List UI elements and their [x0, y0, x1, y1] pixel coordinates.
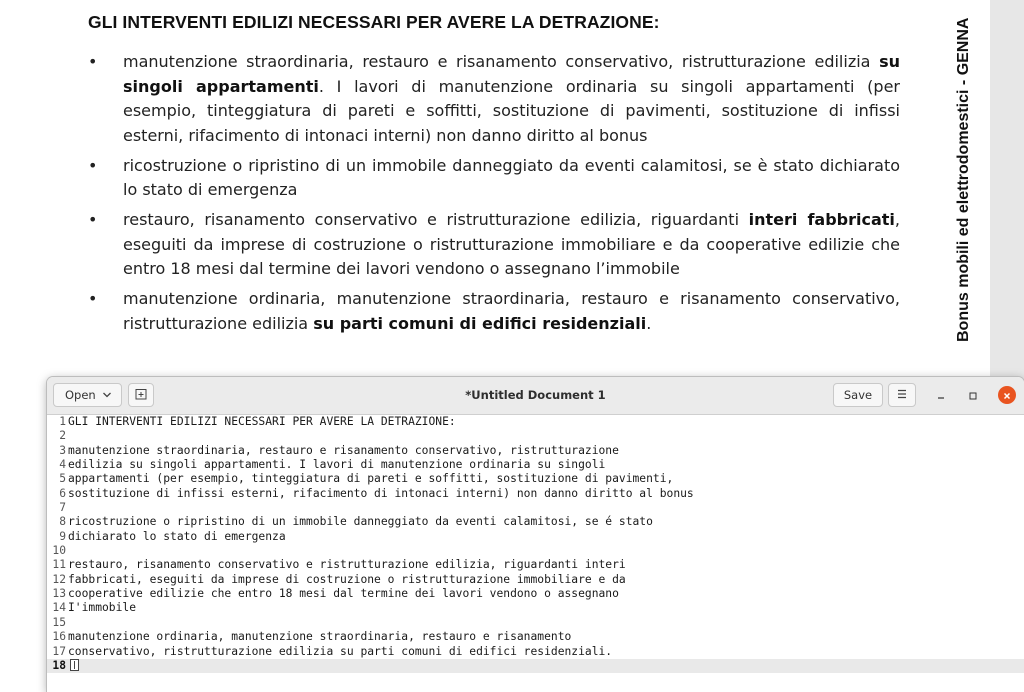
editor-line[interactable] — [47, 444, 1024, 458]
maximize-button[interactable] — [964, 386, 982, 404]
editor-line[interactable] — [47, 573, 1024, 587]
pdf-list-item: • restauro, risanamento conservativo e ristrutturazione edilizia, riguardanti interi fabbricati, eseguiti da imprese di costruzione o ristrutturazione immobiliare e da cooperative edilizie che entro 18 mesi dal termine dei lavori vendono o assegnano l’immobile — [88, 210, 900, 278]
line-number: 11 — [52, 558, 66, 572]
line-text: cooperative edilizie che entro 18 mesi dal termine dei lavori vendono o assegnano — [68, 587, 619, 601]
editor-line[interactable] — [47, 515, 1024, 529]
bullet-icon: • — [88, 52, 98, 71]
line-number: 12 — [52, 572, 66, 586]
line-text: appartamenti (per esempio, tinteggiatura di pareti e soffitti, sostituzione di pavimenti, — [68, 472, 674, 486]
line-number: 15 — [52, 615, 66, 629]
bullet-icon: • — [88, 155, 98, 175]
line-text: ricostruzione o ripristino di un immobile danneggiato da eventi calamitosi, se é stato — [68, 515, 653, 529]
line-text: edilizia su singoli appartamenti. I lavori di manutenzione ordinaria su singoli — [68, 458, 606, 472]
line-text: sostituzione di infissi esterni, rifacimento di intonaci interni) non danno diritto al bonus — [68, 486, 694, 500]
new-tab-icon — [135, 388, 147, 403]
editor-line[interactable] — [47, 659, 1024, 673]
editor-line[interactable] — [47, 530, 1024, 544]
bullet-icon: • — [88, 210, 98, 229]
editor-line[interactable] — [47, 415, 1024, 429]
pdf-list-item: • manutenzione straordinaria, restauro e risanamento conservativo, ristrutturazione edilizia su singoli appartamenti. I lavori di manutenzione ordinaria su singoli appartamenti (per esempio, tinteggiatura di pareti e soffitti, sostituzione di pavimenti, sostituzione di infissi esterni, rifacimento di intonaci interni) non danno diritto al bonus — [88, 52, 900, 145]
main-menu-button[interactable] — [888, 383, 916, 407]
line-text: manutenzione ordinaria, manutenzione straordinaria, restauro e risanamento — [68, 630, 572, 644]
line-text: fabbricati, eseguiti da imprese di costruzione o ristrutturazione immobiliare e da — [68, 572, 626, 586]
editor-line[interactable] — [47, 587, 1024, 601]
editor-line[interactable] — [47, 544, 1024, 558]
line-text: restauro, risanamento conservativo e ristrutturazione edilizia, riguardanti interi — [68, 558, 626, 572]
editor-line[interactable] — [47, 472, 1024, 486]
line-number: 13 — [52, 587, 66, 601]
line-number: 6 — [59, 486, 66, 500]
line-number: 9 — [59, 529, 66, 543]
editor-line[interactable] — [47, 616, 1024, 630]
line-number: 10 — [52, 544, 66, 558]
line-number: 14 — [52, 601, 66, 615]
editor-line[interactable] — [47, 601, 1024, 615]
line-text: manutenzione straordinaria, restauro e risanamento conservativo, ristrutturazione — [68, 443, 619, 457]
minimize-icon — [936, 386, 946, 405]
maximize-icon — [968, 386, 978, 405]
open-label: Open — [65, 388, 96, 402]
line-text: conservativo, ristrutturazione edilizia su parti comuni di edifici residenziali. — [68, 644, 613, 658]
editor-line[interactable] — [47, 429, 1024, 443]
line-number: 5 — [59, 472, 66, 486]
text-editor-window — [47, 377, 1024, 692]
line-number: 8 — [59, 515, 66, 529]
pdf-bullet-list — [88, 50, 900, 342]
header-bar — [47, 377, 1024, 415]
window-title: *Untitled Document 1 — [465, 388, 606, 402]
line-number: 2 — [59, 429, 66, 443]
pdf-list-item: • manutenzione ordinaria, manutenzione straordinaria, restauro e risanamento conservativo, ristrutturazione edilizia su parti comuni di edifici residenziali. — [88, 289, 900, 333]
editor-line[interactable] — [47, 630, 1024, 644]
line-number: 7 — [59, 501, 66, 515]
text-cursor-icon — [70, 659, 79, 671]
line-text: I'immobile — [68, 601, 137, 615]
editor-line[interactable] — [47, 458, 1024, 472]
line-number: 17 — [52, 644, 66, 658]
editor-line[interactable] — [47, 501, 1024, 515]
line-number: 1 — [59, 415, 66, 428]
line-number: 18 — [52, 658, 66, 672]
minimize-button[interactable] — [932, 386, 950, 404]
pdf-side-title: Bonus mobili ed elettrodomestici - GENNA — [955, 17, 972, 342]
line-number: 3 — [59, 443, 66, 457]
pdf-heading: GLI INTERVENTI EDILIZI NECESSARI PER AVERE LA DETRAZIONE: — [88, 12, 660, 32]
line-number: 16 — [52, 630, 66, 644]
text-editor-area[interactable] — [47, 415, 1024, 692]
open-button[interactable] — [53, 383, 122, 407]
hamburger-menu-icon — [896, 388, 908, 402]
line-number: 4 — [59, 458, 66, 472]
chevron-down-icon — [102, 388, 112, 405]
new-tab-button[interactable] — [128, 383, 154, 407]
close-button[interactable] — [998, 386, 1016, 404]
editor-line[interactable] — [47, 558, 1024, 572]
bullet-icon: • — [88, 289, 98, 308]
close-icon — [1002, 386, 1012, 405]
editor-line[interactable] — [47, 645, 1024, 659]
save-button[interactable]: Save — [833, 383, 883, 407]
line-text: dichiarato lo stato di emergenza — [68, 529, 286, 543]
editor-line[interactable] — [47, 487, 1024, 501]
pdf-list-item: • ricostruzione o ripristino di un immobile danneggiato da eventi calamitosi, se è stato dichiarato lo stato di emergenza — [88, 155, 900, 199]
line-text: GLI INTERVENTI EDILIZI NECESSARI PER AVERE LA DETRAZIONE: — [68, 415, 456, 428]
